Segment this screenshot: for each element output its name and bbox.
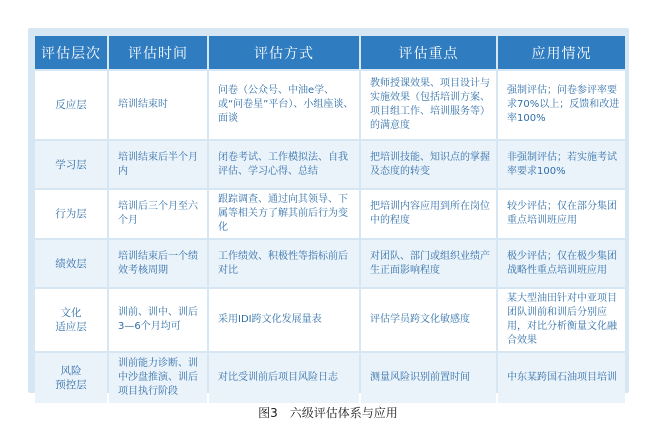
table-row [35, 240, 625, 287]
table-row [35, 71, 625, 139]
table-row [35, 190, 625, 238]
table-row [35, 289, 625, 351]
table-row [35, 353, 625, 403]
cell-level: 文化 适应层 [35, 289, 107, 351]
cell-focus: 评估学员跨文化敏感度 [361, 289, 496, 351]
header-time: 评估时间 [109, 36, 207, 69]
header-focus: 评估重点 [361, 36, 496, 69]
cell-application: 极少评估；仅在极少集团战略性重点培训班应用 [498, 240, 625, 287]
cell-time: 培训后三个月至六个月 [109, 190, 207, 238]
cell-level: 风险 预控层 [35, 353, 107, 403]
cell-method: 工作绩效、积极性等指标前后对比 [209, 240, 359, 287]
cell-time: 训前、训中、训后3—6个月均可 [109, 289, 207, 351]
cell-method: 采用IDI跨文化发展量表 [209, 289, 359, 351]
cell-focus: 对团队、部门或组织业绩产生正面影响程度 [361, 240, 496, 287]
figure-caption: 图3 六级评估体系与应用 [258, 406, 398, 420]
cell-application: 非强制评估；若实施考试率要求100% [498, 141, 625, 188]
header-level: 评估层次 [35, 36, 107, 69]
table-row [35, 141, 625, 188]
cell-level: 反应层 [35, 71, 107, 139]
cell-method: 问卷（公众号、中油e学、或“问卷星”平台）、小组座谈、面谈 [209, 71, 359, 139]
cell-time: 培训结束时 [109, 71, 207, 139]
header-method: 评估方式 [209, 36, 359, 69]
cell-application: 强制评估；问卷参评率要求70%以上；反馈和改进率100% [498, 71, 625, 139]
evaluation-table [33, 34, 627, 405]
cell-method: 闭卷考试、工作模拟法、自我评估、学习心得、总结 [209, 141, 359, 188]
cell-focus: 把培训内容应用到所在岗位中的程度 [361, 190, 496, 238]
cell-level: 学习层 [35, 141, 107, 188]
cell-focus: 教师授课效果、项目设计与实施效果（包括培训方案、项目组工作、培训服务等）的满意度 [361, 71, 496, 139]
cell-application: 较少评估；仅在部分集团重点培训班应用 [498, 190, 625, 238]
cell-time: 培训结束后半个月内 [109, 141, 207, 188]
cell-focus: 把培训技能、知识点的掌握及态度的转变 [361, 141, 496, 188]
table-header-row [35, 36, 625, 69]
cell-focus: 测量风险识别前置时间 [361, 353, 496, 403]
cell-level: 绩效层 [35, 240, 107, 287]
cell-method: 对比受训前后项目风险日志 [209, 353, 359, 403]
cell-time: 培训结束后一个绩效考核周期 [109, 240, 207, 287]
cell-level: 行为层 [35, 190, 107, 238]
header-application: 应用情况 [498, 36, 625, 69]
cell-time: 训前能力诊断、训中沙盘推演、训后项目执行阶段 [109, 353, 207, 403]
cell-application: 中东某跨国石油项目培训 [498, 353, 625, 403]
cell-application: 某大型油田针对中亚项目团队训前和训后分别应用，对比分析衡量文化融合效果 [498, 289, 625, 351]
cell-method: 跟踪调查、通过向其领导、下属等相关方了解其前后行为变化 [209, 190, 359, 238]
